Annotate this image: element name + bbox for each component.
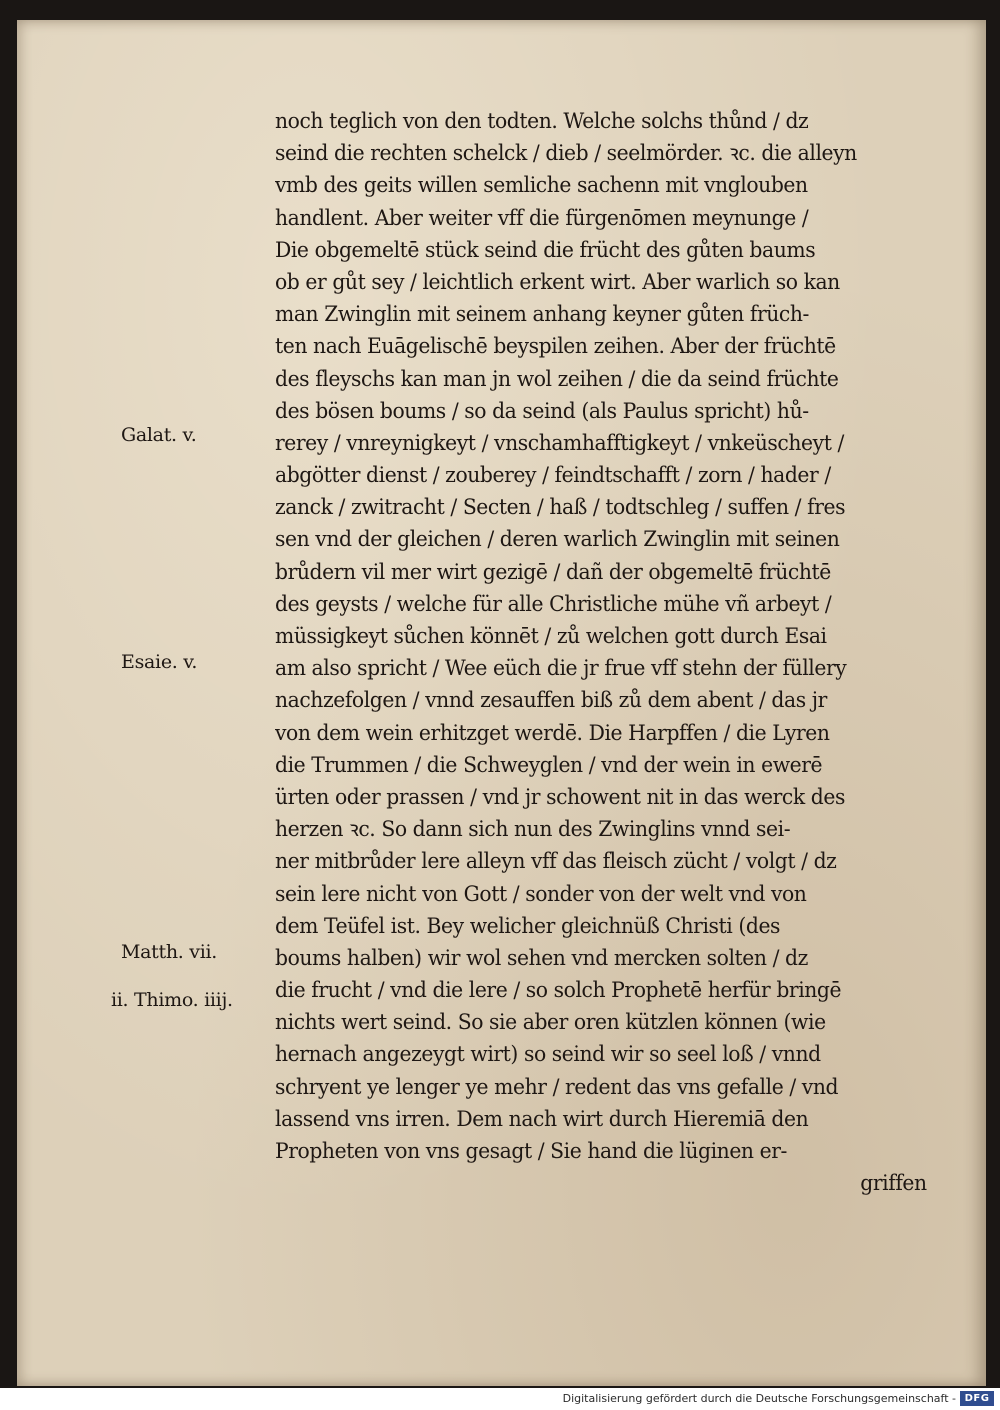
margin-note-esaie: Esaie. v.	[121, 651, 198, 673]
text-line: ürten oder prassen / vnd jr schowent nit in das werck des	[275, 784, 845, 810]
margin-note-timo: ii. Thimo. iiij.	[111, 989, 233, 1011]
text-line: seind die rechten schelck / dieb / seelmörder. ꝛc. die alleyn	[275, 141, 857, 167]
text-line: abgötter dienst / zouberey / feindtschafft / zorn / hader /	[275, 463, 831, 489]
book-page	[17, 20, 986, 1386]
text-line: Die obgemeltē stück seind die frücht des gůten baums	[275, 237, 816, 263]
footer-bar	[0, 1388, 1000, 1410]
text-line: handlent. Aber weiter vff die fürgenōmen meynunge /	[275, 205, 809, 231]
text-line: des geysts / welche für alle Christliche mühe vñ arbeyt /	[275, 591, 832, 617]
text-line: boums halben) wir wol sehen vnd mercken solten / dz	[275, 945, 808, 971]
text-line: die Trummen / die Schweyglen / vnd der wein in ewerē	[275, 752, 823, 778]
text-line: rerey / vnreynigkeyt / vnschamhafftigkeyt / vnkeüscheyt /	[275, 430, 844, 456]
text-line: müssigkeyt sůchen könnēt / zů welchen gott durch Esai	[275, 624, 827, 649]
text-line: Propheten von vns gesagt / Sie hand die lüginen er-	[275, 1139, 787, 1164]
text-line: zanck / zwitracht / Secten / haß / todtschleg / suffen / fres	[275, 495, 846, 521]
text-line: noch teglich von den todten. Welche solchs thůnd / dz	[275, 109, 809, 134]
text-line: lassend vns irren. Dem nach wirt durch Hieremiā den	[275, 1106, 809, 1132]
text-line: ner mitbrůder lere alleyn vff das fleisch zücht / volgt / dz	[275, 849, 837, 875]
main-text-block	[275, 106, 975, 1200]
text-line: man Zwinglin mit seinem anhang keyner gůten früch-	[275, 302, 809, 328]
text-line: herzen ꝛc. So dann sich nun des Zwinglins vnnd sei-	[275, 817, 791, 843]
margin-note-galat: Galat. v.	[121, 424, 197, 446]
text-line: sein lere nicht von Gott / sonder von der welt vnd von	[275, 881, 807, 907]
text-line: nachzefolgen / vnnd zesauffen biß zů dem abent / das jr	[275, 688, 827, 714]
text-line: schryent ye lenger ye mehr / redent das vns gefalle / vnd	[275, 1074, 839, 1100]
text-line: nichts wert seind. So sie aber oren kützlen können (wie	[275, 1010, 826, 1036]
text-line: des fleyschs kan man jn wol zeihen / die da seind früchte	[275, 366, 839, 392]
margin-note-matth: Matth. vii.	[121, 941, 217, 963]
dfg-logo: DFG	[960, 1391, 994, 1406]
funding-credit: Digitalisierung gefördert durch die Deutsche Forschungsgemeinschaft -	[562, 1392, 956, 1405]
text-line: von dem wein erhitzget werdē. Die Harpffen / die Lyren	[275, 720, 830, 746]
text-line: ten nach Euāgelischē beyspilen zeihen. Aber der früchtē	[275, 334, 836, 360]
text-line: die frucht / vnd die lere / so solch Prophetē herfür bringē	[275, 978, 842, 1004]
text-line: ob er gůt sey / leichtlich erkent wirt. Aber warlich so kan	[275, 269, 840, 295]
text-line: am also spricht / Wee eüch die jr frue vff stehn der füllery	[275, 656, 847, 682]
text-line: des bösen boums / so da seind (als Paulus spricht) hů-	[275, 398, 809, 424]
text-line: vmb des geits willen semliche sachenn mit vnglouben	[275, 173, 808, 199]
text-line: hernach angezeygt wirt) so seind wir so seel loß / vnnd	[275, 1042, 821, 1068]
text-line: sen vnd der gleichen / deren warlich Zwinglin mit seinen	[275, 527, 840, 553]
catchword: griffen	[860, 1171, 927, 1197]
text-line: brůdern vil mer wirt gezigē / dañ der obgemeltē früchtē	[275, 559, 831, 585]
text-line: dem Teüfel ist. Bey welicher gleichnüß Christi (des	[275, 913, 781, 939]
